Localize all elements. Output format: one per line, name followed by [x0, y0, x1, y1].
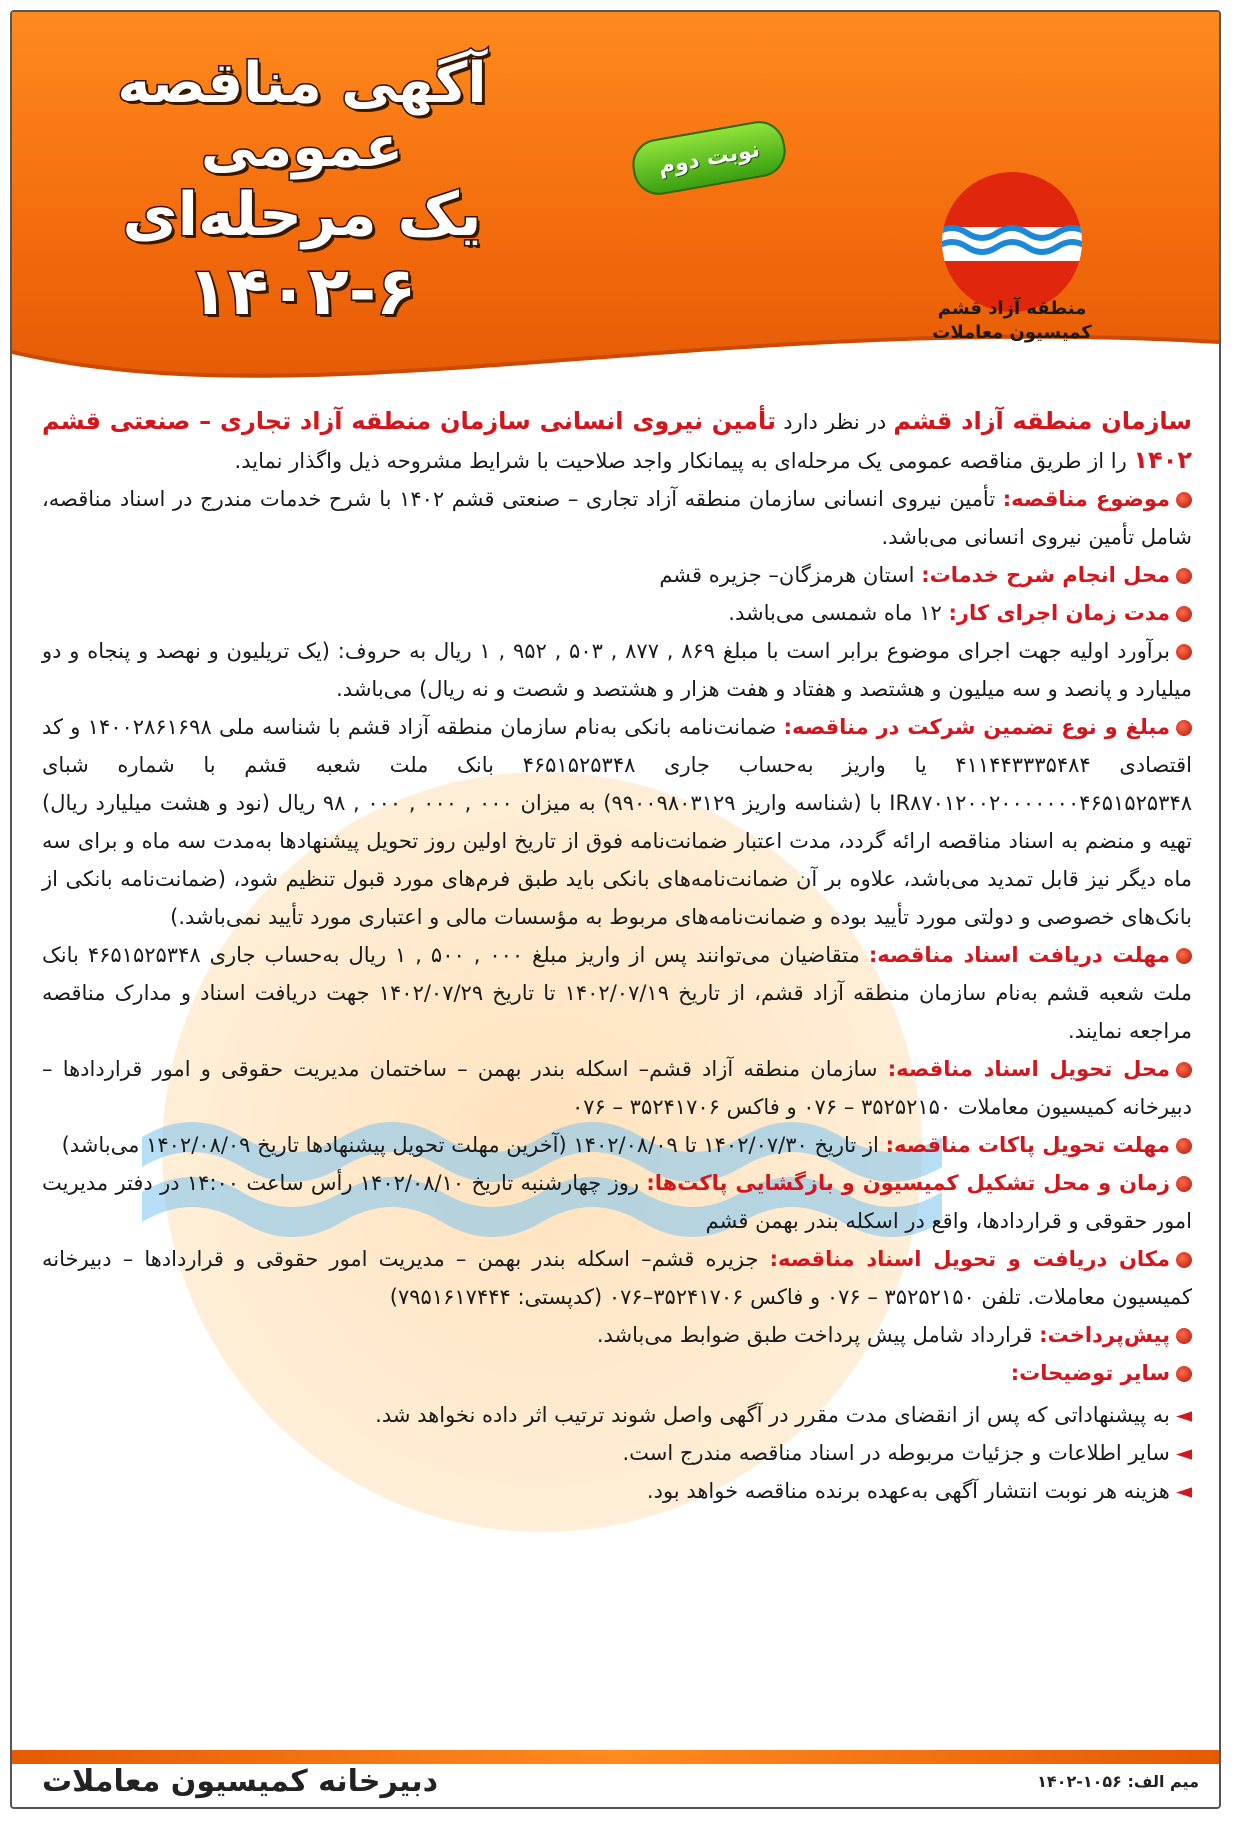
bullet-icon — [1176, 720, 1192, 736]
notice-item — [42, 1126, 1192, 1164]
item-label: محل انجام شرح خدمات: — [921, 563, 1170, 587]
bullet-icon — [1176, 568, 1192, 584]
bullet-icon — [1176, 606, 1192, 622]
arrow-left-icon: ◄ — [1175, 1441, 1192, 1465]
item-text: روز چهارشنبه تاریخ ۱۴۰۲/۰۸/۱۰ رأس ساعت ۱۴:۰۰ در دفتر مدیریت امور حقوقی و قراردادها، واقع در اسکله بندر بهمن قشم — [42, 1171, 1192, 1233]
item-text: سازمان منطقه آزاد قشم– اسکله بندر بهمن – ساختمان مدیریت حقوقی و امور قراردادها – دبیرخانه کمیسیون معاملات ۳۵۲۵۲۱۵۰ – ۰۷۶ و فاکس ۳۵۲۴۱۷۰۶ – ۰۷۶ — [42, 1057, 1192, 1119]
notice-items — [42, 480, 1192, 1392]
item-label: پیش‌پرداخت: — [1039, 1323, 1170, 1347]
bullet-icon — [1176, 1062, 1192, 1078]
intro-mid: در نظر دارد — [776, 410, 894, 434]
item-label: مهلت تحویل پاکات مناقصه: — [885, 1133, 1170, 1157]
intro-subject: تأمین نیروی انسانی سازمان منطقه آزاد تجاری – صنعتی قشم ۱۴۰۲ — [42, 407, 1192, 474]
item-label: سایر توضیحات: — [1010, 1361, 1170, 1385]
item-label: محل تحویل اسناد مناقصه: — [887, 1057, 1171, 1081]
notice-item — [42, 1050, 1192, 1126]
header-band — [12, 12, 1219, 392]
notice-item — [42, 632, 1192, 708]
item-label: مهلت دریافت اسناد مناقصه: — [868, 943, 1171, 967]
notice-item — [42, 556, 1192, 594]
item-text: متقاضیان می‌توانند پس از واریز مبلغ ۰۰۰ , ۵۰۰ , ۱ ریال به‌حساب جاری ۴۶۵۱۵۲۵۳۴۸ بانک ملت شعبه قشم به‌نام سازمان منطقه آزاد قشم، از تاریخ ۱۴۰۲/۰۷/۱۹ تا تاریخ ۱۴۰۲/۰۷/۲۹ جهت دریافت اسناد و مدارک مناقصه مراجعه نمایند. — [42, 943, 1193, 1043]
intro-paragraph — [42, 402, 1192, 480]
item-label: مکان دریافت و تحویل اسناد مناقصه: — [769, 1247, 1171, 1271]
round-badge: نوبت دوم — [628, 117, 789, 199]
arrow-left-icon: ◄ — [1175, 1403, 1192, 1427]
notice-item — [42, 1354, 1192, 1392]
notice-item — [42, 708, 1192, 936]
notice-item — [42, 1164, 1192, 1240]
notice-item — [42, 1316, 1192, 1354]
footer-secretariat: دبیرخانه کمیسیون معاملات — [42, 1764, 439, 1799]
item-text: از تاریخ ۱۴۰۲/۰۷/۳۰ تا ۱۴۰۲/۰۸/۰۹ (آخرین مهلت تحویل پیشنهادها تاریخ ۱۴۰۲/۰۸/۰۹ می‌باشد) — [61, 1133, 886, 1157]
notice-item — [42, 1240, 1192, 1316]
bullet-icon — [1176, 1252, 1192, 1268]
intro-rest: را از طریق مناقصه عمومی یک مرحله‌ای به پیمانکار واجد صلاحیت با شرایط مشروحه ذیل واگذار نماید. — [234, 449, 1134, 473]
bullet-icon — [1176, 492, 1192, 508]
note-text: به پیشنهاداتی که پس از انقضای مدت مقرر در آگهی واصل شوند ترتیب اثر داده نخواهد شد. — [375, 1403, 1170, 1427]
notice-item — [42, 480, 1192, 556]
bullet-icon — [1176, 1366, 1192, 1382]
title-line-1: آگهی مناقصه عمومی — [117, 51, 487, 181]
notice-frame — [10, 10, 1221, 1809]
note-item — [42, 1472, 1192, 1510]
note-text: هزینه هر نوبت انتشار آگهی به‌عهده برنده مناقصه خواهد بود. — [646, 1479, 1170, 1503]
notice-notes — [42, 1396, 1192, 1510]
item-text: تأمین نیروی انسانی سازمان منطقه آزاد تجاری – صنعتی قشم ۱۴۰۲ با شرح خدمات مندرج در اسناد مناقصه، شامل تأمین نیروی انسانی می‌باشد. — [42, 487, 1192, 549]
note-item — [42, 1396, 1192, 1434]
logo-caption-line-2: کمیسیون معاملات — [932, 322, 1092, 344]
item-label: موضوع مناقصه: — [1002, 487, 1170, 511]
arrow-left-icon: ◄ — [1175, 1479, 1192, 1503]
logo-caption-line-1: منطقه آزاد قشم — [937, 298, 1087, 319]
title-line-2: یک مرحله‌ای — [122, 179, 482, 250]
item-text: ۱۲ ماه شمسی می‌باشد. — [728, 601, 949, 625]
notice-item — [42, 936, 1192, 1050]
item-text: برآورد اولیه جهت اجرای موضوع برابر است با مبلغ ۸۶۹ , ۸۷۷ , ۵۰۳ , ۹۵۲ , ۱ ریال به حروف: (یک تریلیون و نهصد و پنجاه و دو میلیارد و پانصد و سه میلیون و هشتصد و هفتاد و هفت هزار و هشتصد و شصت و نه ریال) می‌باشد. — [42, 639, 1192, 701]
note-item — [42, 1434, 1192, 1472]
bullet-icon — [1176, 1328, 1192, 1344]
notice-title — [42, 52, 562, 330]
item-text: قرارداد شامل پیش پرداخت طبق ضوابط می‌باشد. — [596, 1323, 1040, 1347]
item-text: جزیره قشم– اسکله بندر بهمن – مدیریت امور حقوقی و قراردادها – دبیرخانه کمیسیون معاملات. تلفن ۳۵۲۵۲۱۵۰ – ۰۷۶ و فاکس ۳۵۲۴۱۷۰۶–۰۷۶ (کدپستی: ۷۹۵۱۶۱۷۴۴۴) — [42, 1247, 1192, 1309]
item-label: مدت زمان اجرای کار: — [948, 601, 1170, 625]
note-text: سایر اطلاعات و جزئیات مربوطه در اسناد مناقصه مندرج است. — [622, 1441, 1170, 1465]
item-text: ضمانت‌نامه بانکی به‌نام سازمان منطقه آزاد قشم با شناسه ملی ۱۴۰۰۲۸۶۱۶۹۸ و کد اقتصادی ۴۱۱۴۴۳۳۳۵۴۸۴ یا واریز به‌حساب جاری ۴۶۵۱۵۲۵۳۴۸ بانک ملت شعبه قشم با شماره شبای IR۸۷۰۱۲۰۰۲۰۰۰۰۰۰۰۴۶۵۱۵۲۵۳۴۸ با (شناسه واریز ۹۹۰۰۹۸۰۳۱۲۹) به میزان ۰۰۰ , ۰۰۰ , ۰۰۰ , ۹۸ ریال (نود و هشت میلیارد ریال) تهیه و منضم به اسناد مناقصه ارائه گردد، مدت اعتبار ضمانت‌نامه فوق از تاریخ اولین روز تحویل پیشنهادها به‌مدت سه ماه و برای سه ماه دیگر نیز قابل تمدید می‌باشد، علاوه بر آن ضمانت‌نامه‌های بانکی باید طبق فرم‌های مورد قبول تنظیم شود، (ضمانت‌نامه بانکی از بانک‌های خصوصی و دولتی مورد تأیید بوده و ضمانت‌نامه‌های مربوط به مؤسسات مالی و اعتباری مورد تأیید نمی‌باشد.) — [42, 715, 1193, 929]
bullet-icon — [1176, 1138, 1192, 1154]
bullet-icon — [1176, 948, 1192, 964]
item-label: مبلغ و نوع تضمین شرکت در مناقصه: — [783, 715, 1171, 739]
bullet-icon — [1176, 1176, 1192, 1192]
footer-bar — [12, 1750, 1219, 1764]
title-line-3: ۱۴۰۲-۶ — [187, 252, 417, 330]
item-label: زمان و محل تشکیل کمیسیون و بازگشایی پاکت‌ها: — [646, 1171, 1170, 1195]
intro-org: سازمان منطقه آزاد قشم — [893, 407, 1193, 435]
logo-caption — [862, 297, 1162, 346]
notice-body — [42, 402, 1192, 1510]
notice-item — [42, 594, 1192, 632]
bullet-icon — [1176, 644, 1192, 660]
footer-code: میم الف: ۱۰۵۶-۱۴۰۲ — [1037, 1772, 1199, 1791]
item-text: استان هرمزگان– جزیره قشم — [659, 563, 922, 587]
